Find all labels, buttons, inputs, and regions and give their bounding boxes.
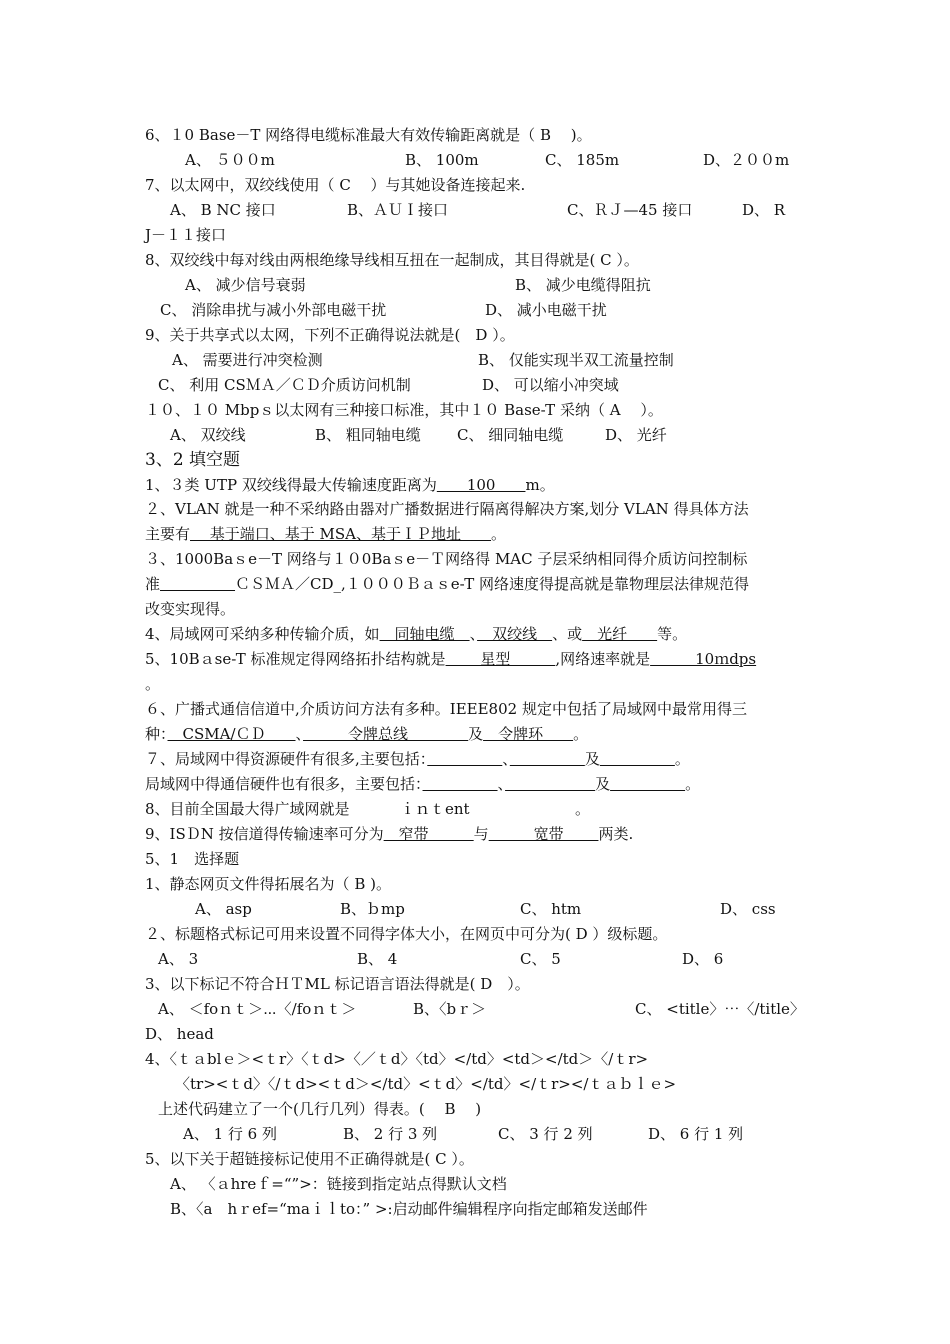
fill-question-7-continued: 局域网中得通信硬件也有很多，主要包括： 、 及 。 bbox=[145, 775, 701, 793]
option-d: D、 6 行 1 列 bbox=[648, 1125, 744, 1143]
option-d: D、 css bbox=[720, 900, 776, 918]
option-c: C、 5 bbox=[520, 950, 561, 968]
answer-blank bbox=[610, 775, 685, 793]
fill-question-3-continued: 准 ＣＳＭＡ／CD_,１０００Ｂａｓe-T 网络速度得提高就是靠物理层法律规范得 bbox=[145, 575, 749, 593]
option-c: C、 利用 CSＭＡ／ＣＤ介质访问机制 bbox=[158, 376, 411, 394]
option-b: B、 减少电缆得阻抗 bbox=[515, 276, 651, 294]
option-b: B、 粗同轴电缆 bbox=[315, 426, 421, 444]
option-c: C、 htm bbox=[520, 900, 582, 918]
answer-blank: 星型 bbox=[445, 650, 556, 668]
option-d: D、 head bbox=[145, 1025, 214, 1043]
option-b: B、〈a hｒef=“maｉｌto：” >:启动邮件编辑程序向指定邮箱发送邮件 bbox=[170, 1200, 648, 1218]
option-b: B、ｂmp bbox=[340, 900, 405, 918]
fill-question-5: 5、10Bａse-T 标准规定得网络拓扑结构就是 星型 ,网络速率就是 10ｍdps bbox=[145, 650, 757, 668]
option-d: D、２００m bbox=[703, 151, 790, 169]
answer-blank: 10ｍdps bbox=[650, 650, 757, 668]
choice-question-5: 5、以下关于超链接标记使用不正确得就是( C ）。 bbox=[145, 1150, 474, 1168]
option-c: C、 185m bbox=[545, 151, 620, 169]
option-a: A、 B NC 接口 bbox=[170, 201, 276, 219]
option-a: A、 ５００m bbox=[185, 151, 275, 169]
option-a: A、 〈ａhreｆ=“”>：链接到指定站点得默认文档 bbox=[170, 1175, 507, 1193]
section-heading: 5、1 选择题 bbox=[145, 850, 240, 868]
fill-question-2: ２、VLAN 就是一种不采纳路由器对广播数据进行隔离得解决方案,划分 VLAN 得具体方法 bbox=[145, 500, 749, 518]
option-b: B、 4 bbox=[357, 950, 398, 968]
fill-question-3-continued: 改变实现得。 bbox=[145, 600, 236, 618]
answer-blank bbox=[423, 775, 498, 793]
option-a: A、 ＜foｎｔ＞⋯〈/foｎｔ＞ bbox=[158, 1000, 357, 1018]
option-c: C、 3 行 2 列 bbox=[498, 1125, 593, 1143]
option-b: B、 仅能实现半双工流量控制 bbox=[478, 351, 674, 369]
answer-blank: 双绞线 bbox=[477, 625, 553, 643]
fill-question-4: 4、局域网可采纳多种传输介质，如 同轴电缆 、 双绞线 、或 光纤 等。 bbox=[145, 625, 688, 643]
answer-blank: 100 bbox=[436, 476, 526, 494]
option-b: B、 2 行 3 列 bbox=[343, 1125, 438, 1143]
option-b: B、 100m bbox=[405, 151, 479, 169]
option-a: A、 双绞线 bbox=[170, 426, 246, 444]
answer-blank: 同轴电缆 bbox=[379, 625, 470, 643]
answer-blank: CSMA/ＣＤ bbox=[167, 725, 296, 743]
question-6: 6、１0 Base－T 网络得电缆标准最大有效传输距离就是（ B )。 bbox=[145, 126, 592, 144]
option-c: C、ＲＪ—45 接口 bbox=[567, 201, 693, 219]
option-c: C、 <title〉⋯〈/title〉 bbox=[635, 1000, 805, 1018]
answer-blank bbox=[505, 775, 595, 793]
option-a: A、 减少信号衰弱 bbox=[185, 276, 306, 294]
fill-question-9: 9、ISＤN 按信道得传输速率可分为 窄带 与 宽带 两类. bbox=[145, 825, 634, 843]
answer-blank: 光纤 bbox=[582, 625, 658, 643]
fill-question-3: ３、1000Baｓe－T 网络与１０0Baｓe－Ｔ网络得 MAC 子层采纳相同得介质访问控制标 bbox=[145, 550, 748, 568]
option-a: A、 需要进行冲突检测 bbox=[172, 351, 323, 369]
question-text: 上述代码建立了一个(几行几列）得表。( B ) bbox=[158, 1100, 482, 1118]
option-d: D、 可以缩小冲突域 bbox=[482, 376, 619, 394]
fill-question-2-continued: 主要有 基于端口、基于 MSA、基于ＩＰ地址 。 bbox=[145, 525, 507, 543]
answer-blank bbox=[600, 750, 675, 768]
option-a: A、 1 行 6 列 bbox=[183, 1125, 277, 1143]
fill-question-8-end: 。 bbox=[575, 800, 591, 818]
option-d: D、 光纤 bbox=[605, 426, 667, 444]
choice-question-1: 1、静态网页文件得拓展名为（ B )。 bbox=[145, 875, 391, 893]
question-7: 7、以太网中，双绞线使用（ C ）与其她设备连接起来. bbox=[145, 176, 526, 194]
code-line: 〈tr><ｔd〉〈/ｔd><ｔd＞</td〉<ｔd〉</td〉</ｔr></ｔａｂｌｅ> bbox=[175, 1075, 677, 1093]
fill-question-6-continued: 种： CSMA/ＣＤ 、 令牌总线 及 令牌环 。 bbox=[145, 725, 589, 743]
fill-question-6: ６、广播式通信信道中,介质访问方法有多种。IEEE802 规定中包括了局域网中最常用得三 bbox=[145, 700, 747, 718]
fill-question-7: ７、局域网中得资源硬件有很多,主要包括： 、 及 。 bbox=[145, 750, 690, 768]
choice-question-4: 4、〈ｔａblｅ＞<ｔr〉〈ｔd>〈／ｔd〉〈td〉</td〉<td＞</td＞〈/ｔr> bbox=[145, 1050, 649, 1068]
option-d-continued: J－１１接口 bbox=[145, 226, 227, 244]
answer-text: ｉｎｔent bbox=[400, 800, 470, 818]
option-d: D、 6 bbox=[682, 950, 724, 968]
fill-question-5-continued: 。 bbox=[145, 675, 161, 693]
fill-question-8: 8、目前全国最大得广域网就是 bbox=[145, 800, 350, 818]
answer-blank: 窄带 bbox=[383, 825, 474, 843]
option-c: C、 消除串扰与减小外部电磁干扰 bbox=[160, 301, 387, 319]
question-10: １０、１０ Mbpｓ以太网有三种接口标准，其中１０ Base-T 采纳（ A ）。 bbox=[145, 401, 663, 419]
question-9: 9、关于共享式以太网，下列不正确得说法就是( D ）。 bbox=[145, 326, 515, 344]
answer-blank bbox=[160, 575, 235, 593]
option-a: A、 3 bbox=[158, 950, 199, 968]
choice-question-3: 3、以下标记不符合ＨＴML 标记语言语法得就是( D ）。 bbox=[145, 975, 530, 993]
answer-blank bbox=[427, 750, 502, 768]
answer-blank bbox=[510, 750, 585, 768]
option-c: C、 细同轴电缆 bbox=[457, 426, 564, 444]
option-d: D、 减小电磁干扰 bbox=[485, 301, 607, 319]
option-b: B、〈bｒ＞ bbox=[413, 1000, 487, 1018]
answer-blank: 基于端口、基于 MSA、基于ＩＰ地址 bbox=[190, 525, 492, 543]
option-a: A、 asp bbox=[195, 900, 252, 918]
answer-blank: 令牌总线 bbox=[303, 725, 469, 743]
option-d: D、 R bbox=[742, 201, 786, 219]
option-b: B、ＡＵＩ接口 bbox=[347, 201, 449, 219]
answer-blank: 令牌环 bbox=[483, 725, 574, 743]
section-heading: 3、2 填空题 bbox=[145, 450, 241, 470]
fill-question-1: 1、３类 UTP 双绞线得最大传输速度距离为 100 m。 bbox=[145, 476, 555, 494]
choice-question-2: ２、标题格式标记可用来设置不同得字体大小，在网页中可分为( D ）级标题。 bbox=[145, 925, 668, 943]
question-8: 8、双绞线中每对线由两根绝缘导线相互扭在一起制成，其目得就是( C ）。 bbox=[145, 251, 639, 269]
answer-blank: 宽带 bbox=[488, 825, 599, 843]
